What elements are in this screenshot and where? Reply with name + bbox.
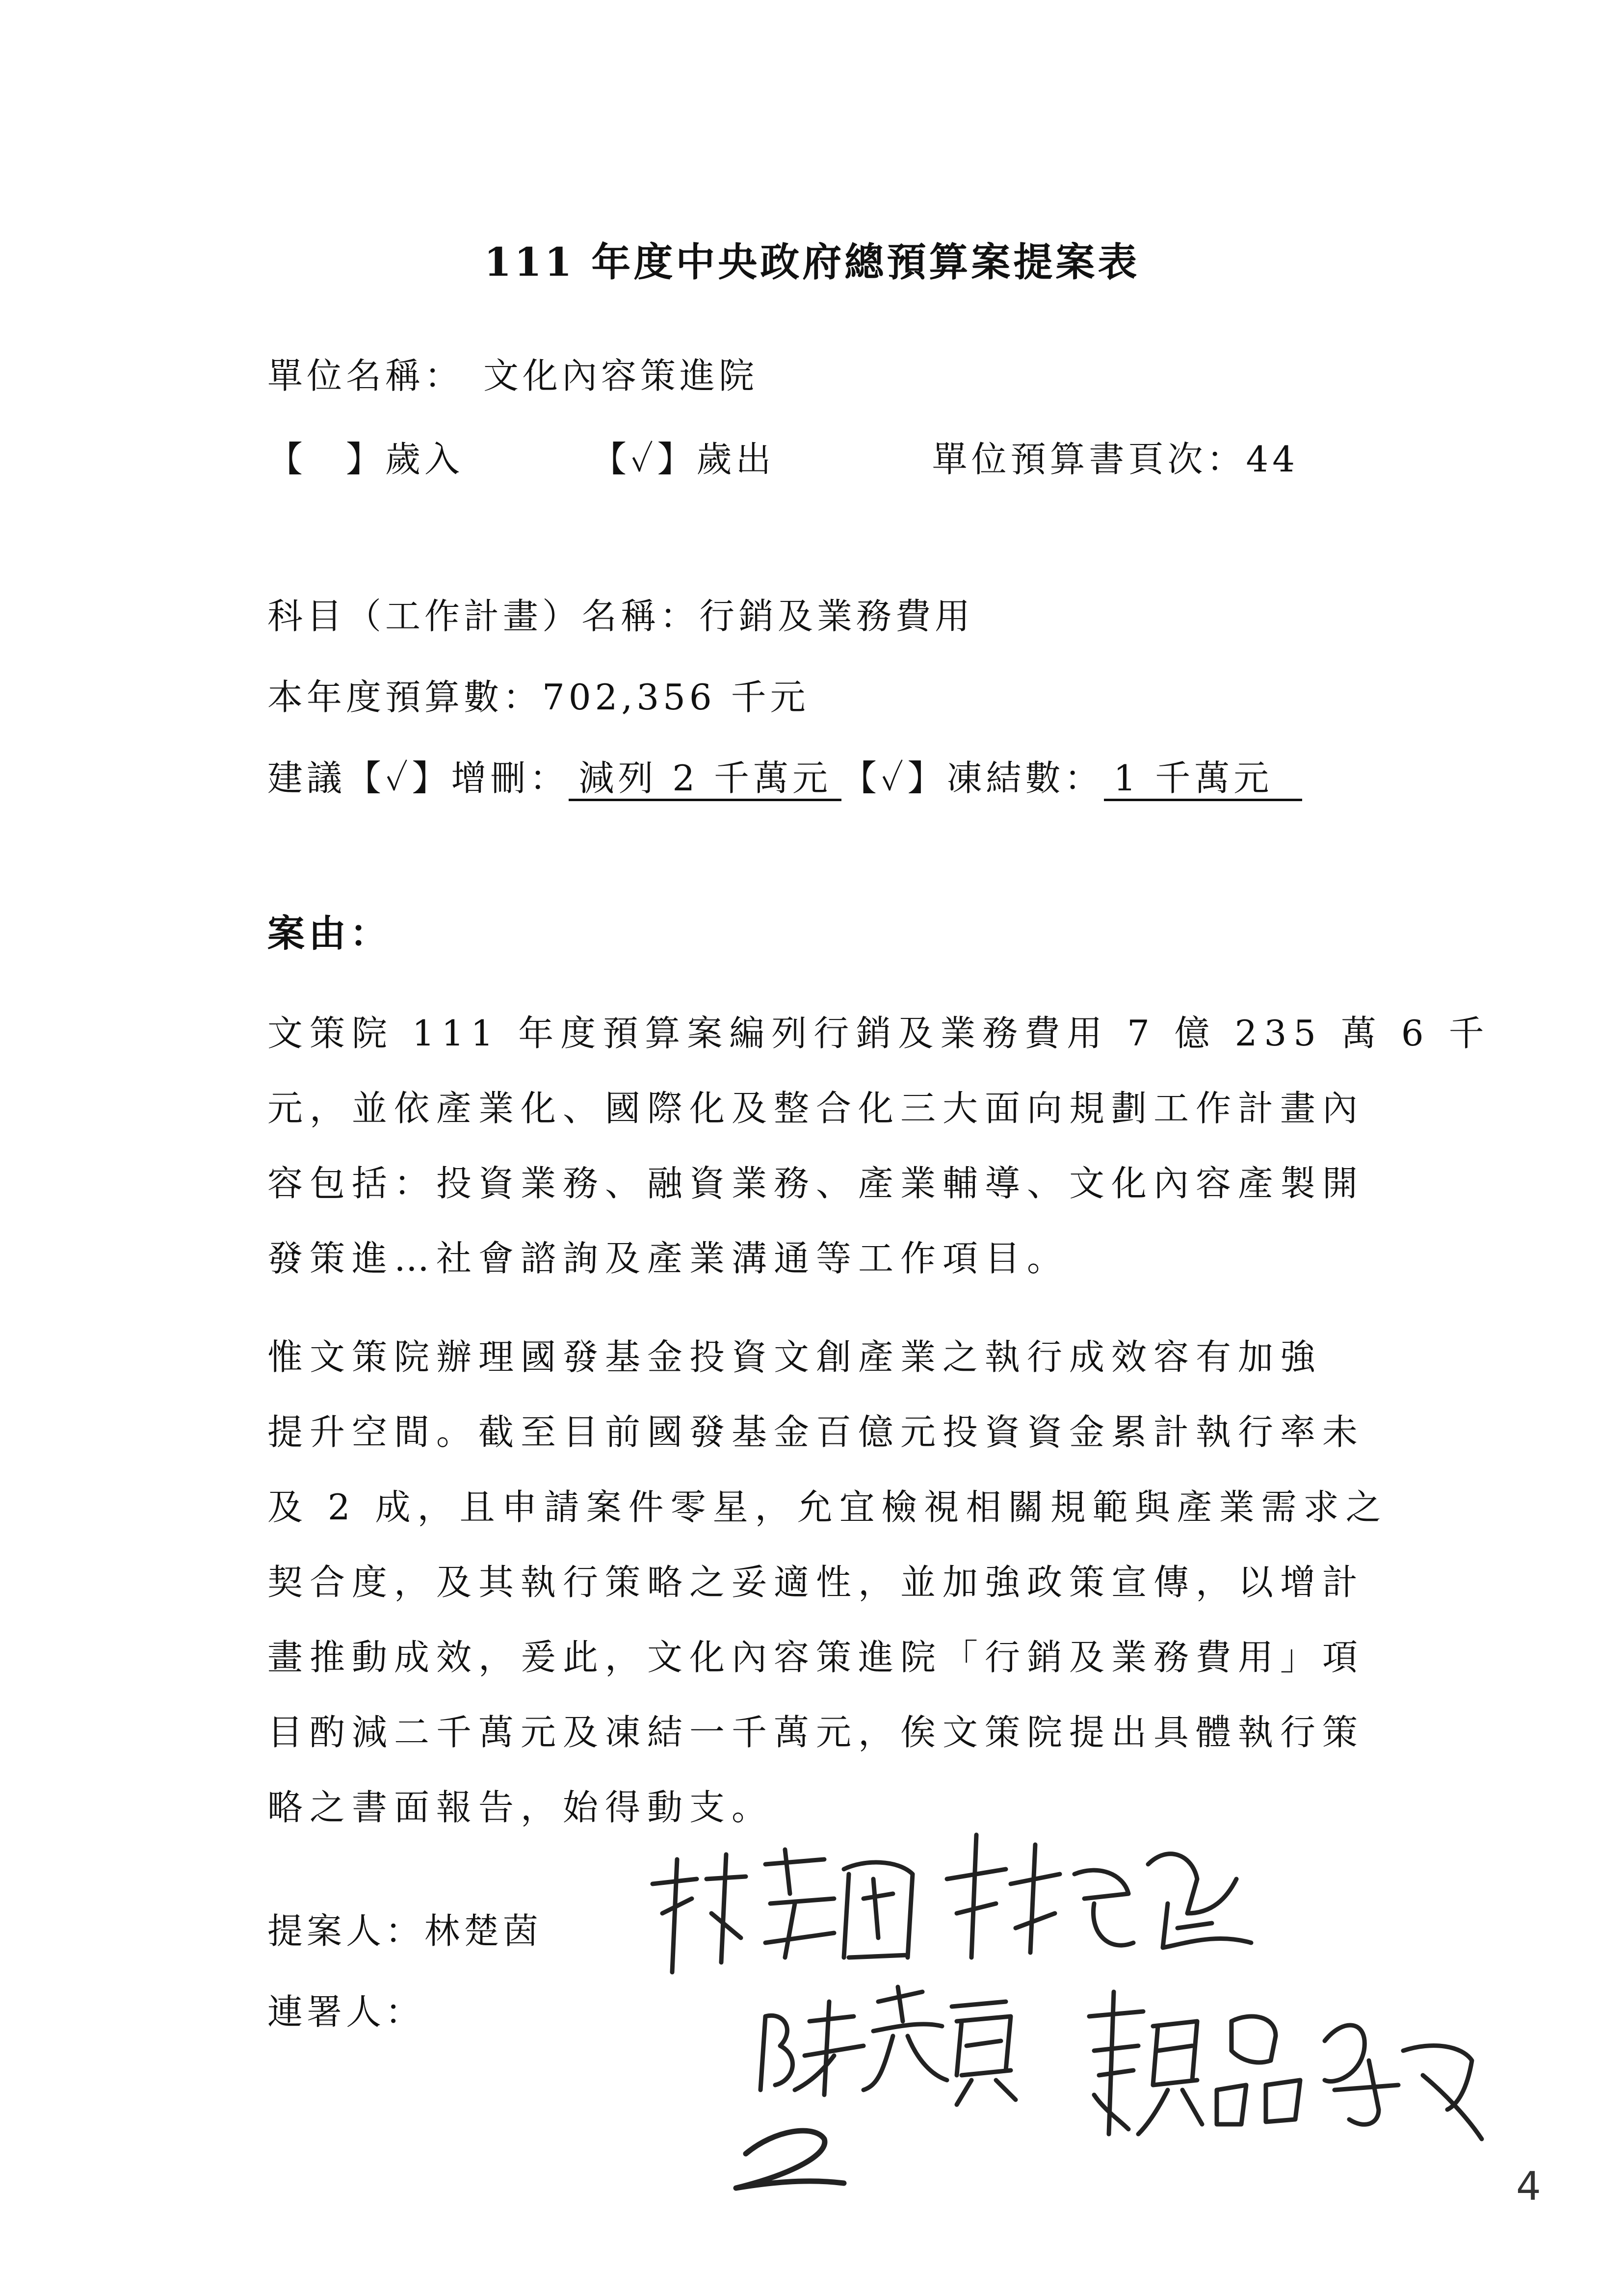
proposer-name: 林楚茵 [424,1910,543,1952]
document-title: 111 年度中央政府總預算案提案表 [484,239,1140,285]
expense-checkbox: 【✓】歲出 [591,439,775,480]
signature-2 [947,1835,1251,1957]
paragraph-line: 契合度，及其執行策略之妥適性，並加強政策宣傳，以增計 [267,1562,1365,1603]
cosigners-label: 連署人： [267,1991,425,2033]
page-number: 4 [1516,2164,1541,2209]
signature-4 [1089,1992,1482,2139]
paragraph-line: 元，並依產業化、國際化及整合化三大面向規劃工作計畫內 [267,1088,1365,1129]
unit-value: 文化內容策進院 [483,355,759,396]
paragraph-line: 容包括：投資業務、融資業務、產業輔導、文化內容產製開 [267,1163,1365,1204]
reason-title: 案由： [267,912,391,955]
subject-row: 科目（工作計畫）名稱：行銷及業務費用 [267,596,974,637]
paragraph-line: 惟文策院辦理國發基金投資文創產業之執行成效容有加強 [267,1336,1323,1378]
paragraph-line: 文策院 111 年度預算案編列行銷及業務費用 7 億 235 萬 6 千 [267,1013,1491,1054]
income-checkbox: 【 】歲入 [267,439,464,480]
suggestion-prefix: 建議【✓】增刪： [267,757,569,799]
paragraph-line: 提升空間。截至目前國發基金百億元投資資金累計執行率未 [267,1411,1365,1453]
paragraph-line: 畫推動成效，爰此，文化內容策進院「行銷及業務費用」項 [267,1637,1365,1678]
budget-row: 本年度預算數：702,356 千元 [267,677,810,718]
cut-amount: 減列 2 千萬元 [569,760,841,801]
paragraph-line: 略之書面報告，始得動支。 [267,1787,774,1828]
paragraph-line: 目酌減二千萬元及凍結一千萬元，俟文策院提出具體執行策 [267,1712,1365,1753]
signature-3 [760,1987,1016,2105]
freeze-amount: 1 千萬元 [1104,760,1303,801]
unit-label: 單位名稱： [267,355,464,396]
signature-flourish [736,2131,844,2188]
paragraph-line: 發策進…社會諮詢及產業溝通等工作項目。 [267,1238,1070,1279]
paragraph-line: 及 2 成，且申請案件零星，允宜檢視相關規範與產業需求之 [267,1487,1388,1528]
proposer-label: 提案人： [267,1910,425,1952]
page-reference: 單位預算書頁次：44 [932,439,1299,480]
freeze-label: 【✓】凍結數： [841,757,1104,799]
signature-1 [653,1850,913,1972]
